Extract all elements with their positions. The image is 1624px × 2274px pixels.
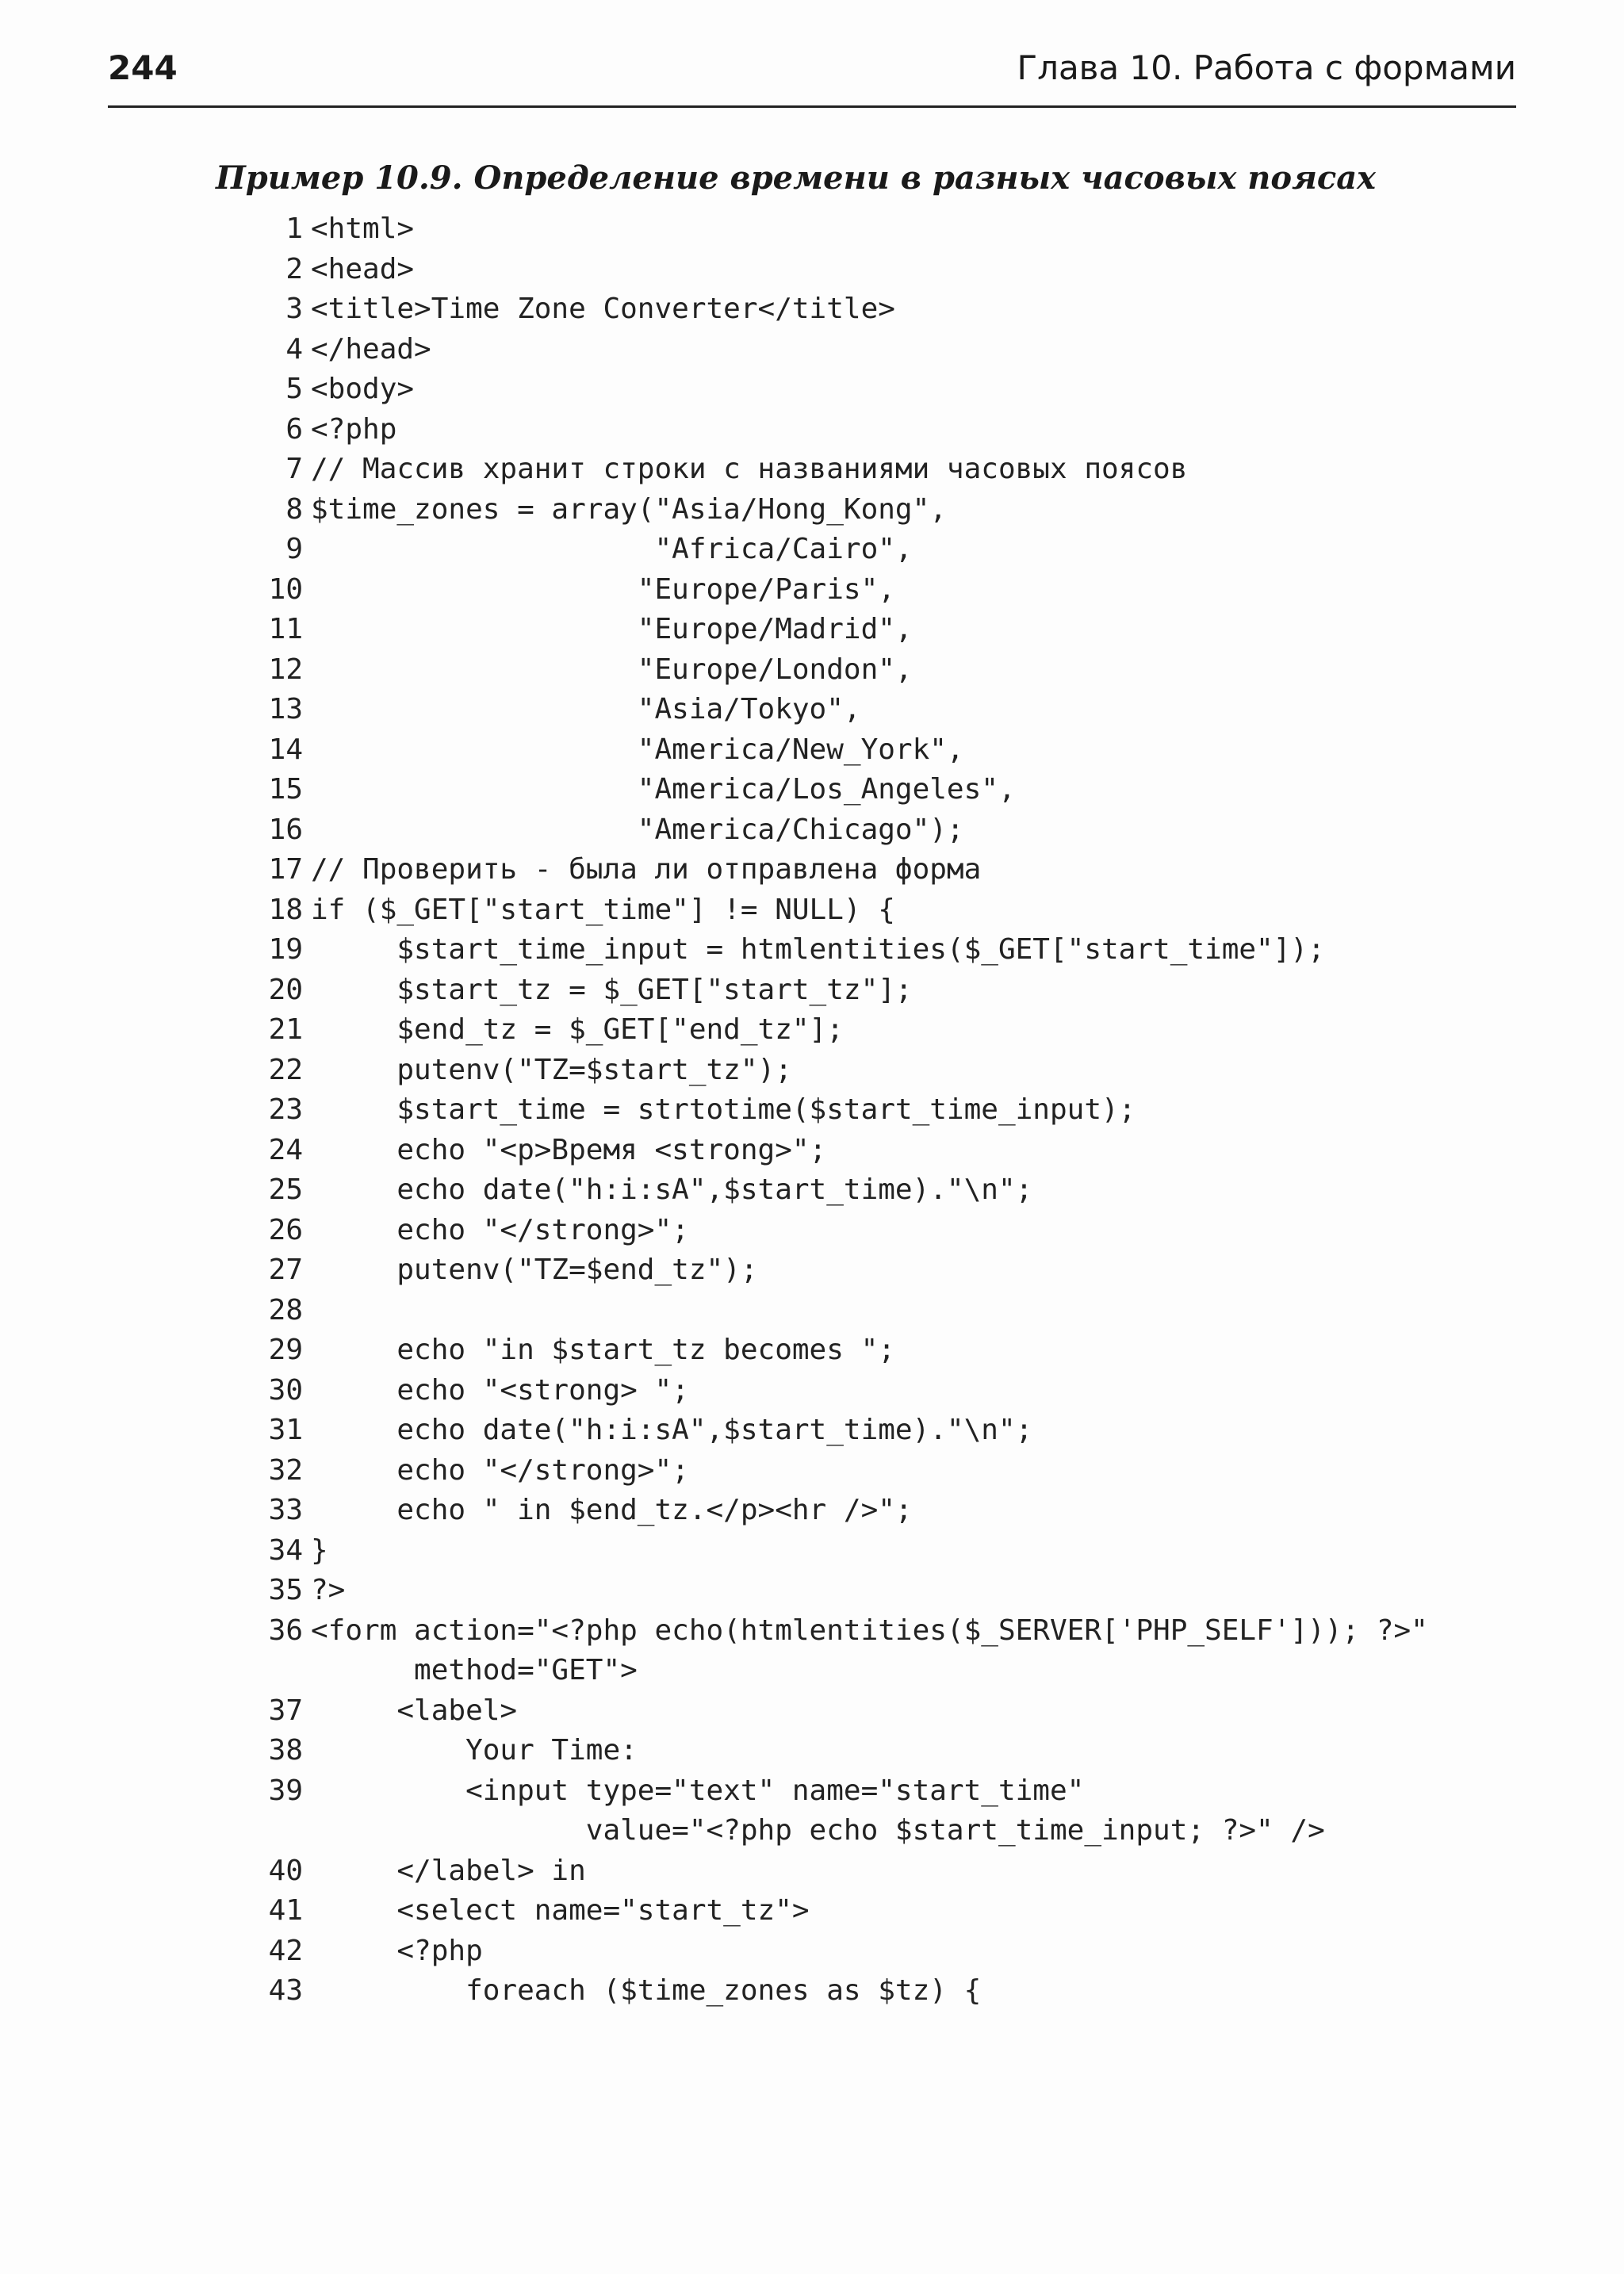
code-line	[262, 1291, 1451, 1331]
code-text: echo date("h:i:sA",$start_time)."\n";	[311, 1414, 1033, 1446]
code-text: <input type="text" name="start_time"	[311, 1774, 1085, 1807]
running-head: Глава 10. Работа с формами	[1017, 48, 1516, 87]
line-number: 38	[268, 1734, 303, 1767]
line-number: 14	[268, 733, 303, 766]
code-line	[262, 1771, 1451, 1812]
code-text: echo " in $end_tz.</p><hr />";	[311, 1494, 913, 1526]
code-line	[262, 970, 1451, 1011]
code-text: "America/Chicago");	[311, 813, 964, 846]
line-number: 43	[268, 1974, 303, 2007]
line-number: 12	[268, 653, 303, 686]
code-text: "America/New_York",	[311, 733, 964, 766]
code-text: <form action="<?php echo(htmlentities($_SERVER['PHP_SELF'])); ?>"	[311, 1614, 1428, 1647]
code-line	[262, 330, 1451, 370]
code-text: <?php	[311, 412, 397, 446]
code-text: "Europe/Paris",	[311, 572, 895, 606]
code-line	[262, 1811, 1451, 1851]
code-text: value="<?php echo $start_time_input; ?>" />	[311, 1814, 1325, 1847]
line-number: 33	[268, 1494, 303, 1526]
line-number: 16	[268, 813, 303, 846]
line-number: 21	[268, 1013, 303, 1046]
line-number: 28	[268, 1293, 303, 1326]
code-line	[262, 570, 1451, 611]
code-text: <html>	[311, 212, 415, 245]
code-text: echo "</strong>";	[311, 1213, 689, 1246]
code-text: echo "in $start_tz becomes ";	[311, 1334, 895, 1366]
code-text: <body>	[311, 373, 415, 405]
code-line	[262, 1051, 1451, 1091]
line-number: 37	[268, 1694, 303, 1727]
code-line	[262, 530, 1451, 570]
line-number: 11	[268, 613, 303, 645]
code-text: <label>	[311, 1694, 518, 1727]
code-text: echo "<strong> ";	[311, 1373, 689, 1407]
line-number: 35	[268, 1574, 303, 1606]
code-text: echo date("h:i:sA",$start_time)."\n";	[311, 1173, 1033, 1206]
code-line	[262, 410, 1451, 450]
code-text: <select name="start_tz">	[311, 1894, 810, 1927]
code-line	[262, 1651, 1451, 1691]
line-number: 6	[285, 412, 303, 446]
code-text: putenv("TZ=$end_tz");	[311, 1254, 758, 1286]
line-number: 41	[268, 1894, 303, 1927]
code-line	[262, 1090, 1451, 1131]
code-text: "Asia/Tokyo",	[311, 693, 861, 725]
line-number: 15	[268, 773, 303, 806]
code-line	[262, 1731, 1451, 1771]
code-line	[262, 1851, 1451, 1892]
line-number: 13	[268, 693, 303, 725]
code-line	[262, 1531, 1451, 1572]
code-text: "Africa/Cairo",	[311, 533, 913, 565]
code-text: }	[311, 1533, 328, 1567]
code-line	[262, 1931, 1451, 1972]
code-text: </label> in	[311, 1854, 586, 1887]
line-number: 8	[285, 492, 303, 526]
code-line	[262, 1451, 1451, 1491]
line-number: 22	[268, 1053, 303, 1086]
line-number: 19	[268, 933, 303, 966]
code-text: $end_tz = $_GET["end_tz"];	[311, 1013, 844, 1046]
line-number: 29	[268, 1334, 303, 1366]
code-line	[262, 1891, 1451, 1931]
code-line	[262, 1131, 1451, 1171]
line-number: 17	[268, 853, 303, 886]
line-number: 9	[285, 533, 303, 565]
line-number: 2	[285, 252, 303, 285]
line-number: 36	[268, 1614, 303, 1647]
code-line	[262, 850, 1451, 890]
line-number: 39	[268, 1774, 303, 1807]
code-text: "Europe/London",	[311, 653, 913, 686]
code-line	[262, 209, 1451, 250]
code-line	[262, 890, 1451, 931]
line-number: 42	[268, 1934, 303, 1967]
line-number: 40	[268, 1854, 303, 1887]
code-text: "Europe/Madrid",	[311, 613, 913, 645]
code-text: // Массив хранит строки с названиями часовых поясов	[311, 453, 1188, 485]
code-line	[262, 1010, 1451, 1051]
code-line	[262, 1691, 1451, 1732]
code-text: ?>	[311, 1574, 346, 1606]
code-line	[262, 1170, 1451, 1211]
code-line	[262, 810, 1451, 851]
code-text: if ($_GET["start_time"] != NULL) {	[311, 893, 895, 926]
code-line	[262, 1611, 1451, 1652]
line-number: 1	[285, 212, 303, 245]
code-text: putenv("TZ=$start_tz");	[311, 1053, 792, 1086]
code-line	[262, 1211, 1451, 1251]
listing-caption: Пример 10.9. Определение времени в разных часовых поясах	[216, 159, 1377, 197]
code-text: <?php	[311, 1934, 483, 1967]
code-text: method="GET">	[311, 1654, 638, 1686]
code-line	[262, 690, 1451, 730]
code-text: $start_time = strtotime($start_time_input);	[311, 1093, 1136, 1126]
code-line	[262, 650, 1451, 691]
line-number: 34	[268, 1533, 303, 1567]
code-text: "America/Los_Angeles",	[311, 773, 1016, 806]
code-line	[262, 1571, 1451, 1611]
code-text: </head>	[311, 332, 431, 366]
code-line	[262, 490, 1451, 530]
line-number: 32	[268, 1453, 303, 1487]
line-number: 27	[268, 1254, 303, 1286]
code-text: <title>Time Zone Converter</title>	[311, 293, 895, 325]
line-number: 26	[268, 1213, 303, 1246]
code-text: $start_time_input = htmlentities($_GET["start_time"]);	[311, 933, 1325, 966]
code-text: echo "<p>Время <strong>";	[311, 1133, 827, 1166]
code-text: // Проверить - была ли отправлена форма	[311, 853, 982, 886]
line-number: 30	[268, 1373, 303, 1407]
code-text: <head>	[311, 252, 415, 285]
line-number: 23	[268, 1093, 303, 1126]
code-line	[262, 770, 1451, 810]
code-line	[262, 930, 1451, 970]
code-line	[262, 1491, 1451, 1531]
code-text: foreach ($time_zones as $tz) {	[311, 1974, 982, 2007]
code-line	[262, 610, 1451, 650]
line-number: 5	[285, 373, 303, 405]
code-text: echo "</strong>";	[311, 1453, 689, 1487]
line-number: 31	[268, 1414, 303, 1446]
code-line	[262, 369, 1451, 410]
code-line	[262, 289, 1451, 330]
code-line	[262, 1250, 1451, 1291]
code-text: $start_tz = $_GET["start_tz"];	[311, 973, 913, 1006]
code-line	[262, 1371, 1451, 1411]
page-header	[108, 41, 1516, 108]
line-number: 10	[268, 572, 303, 606]
code-text: $time_zones = array("Asia/Hong_Kong",	[311, 492, 947, 526]
line-number: 3	[285, 293, 303, 325]
code-line	[262, 250, 1451, 290]
line-number: 4	[285, 332, 303, 366]
line-number: 24	[268, 1133, 303, 1166]
line-number: 18	[268, 893, 303, 926]
page-number: 244	[108, 48, 178, 87]
code-text: Your Time:	[311, 1734, 638, 1767]
code-line	[262, 450, 1451, 490]
line-number: 7	[285, 453, 303, 485]
code-listing	[262, 209, 1451, 2012]
code-line	[262, 1971, 1451, 2012]
code-line	[262, 730, 1451, 771]
code-line	[262, 1330, 1451, 1371]
line-number: 25	[268, 1173, 303, 1206]
line-number: 20	[268, 973, 303, 1006]
code-line	[262, 1411, 1451, 1451]
